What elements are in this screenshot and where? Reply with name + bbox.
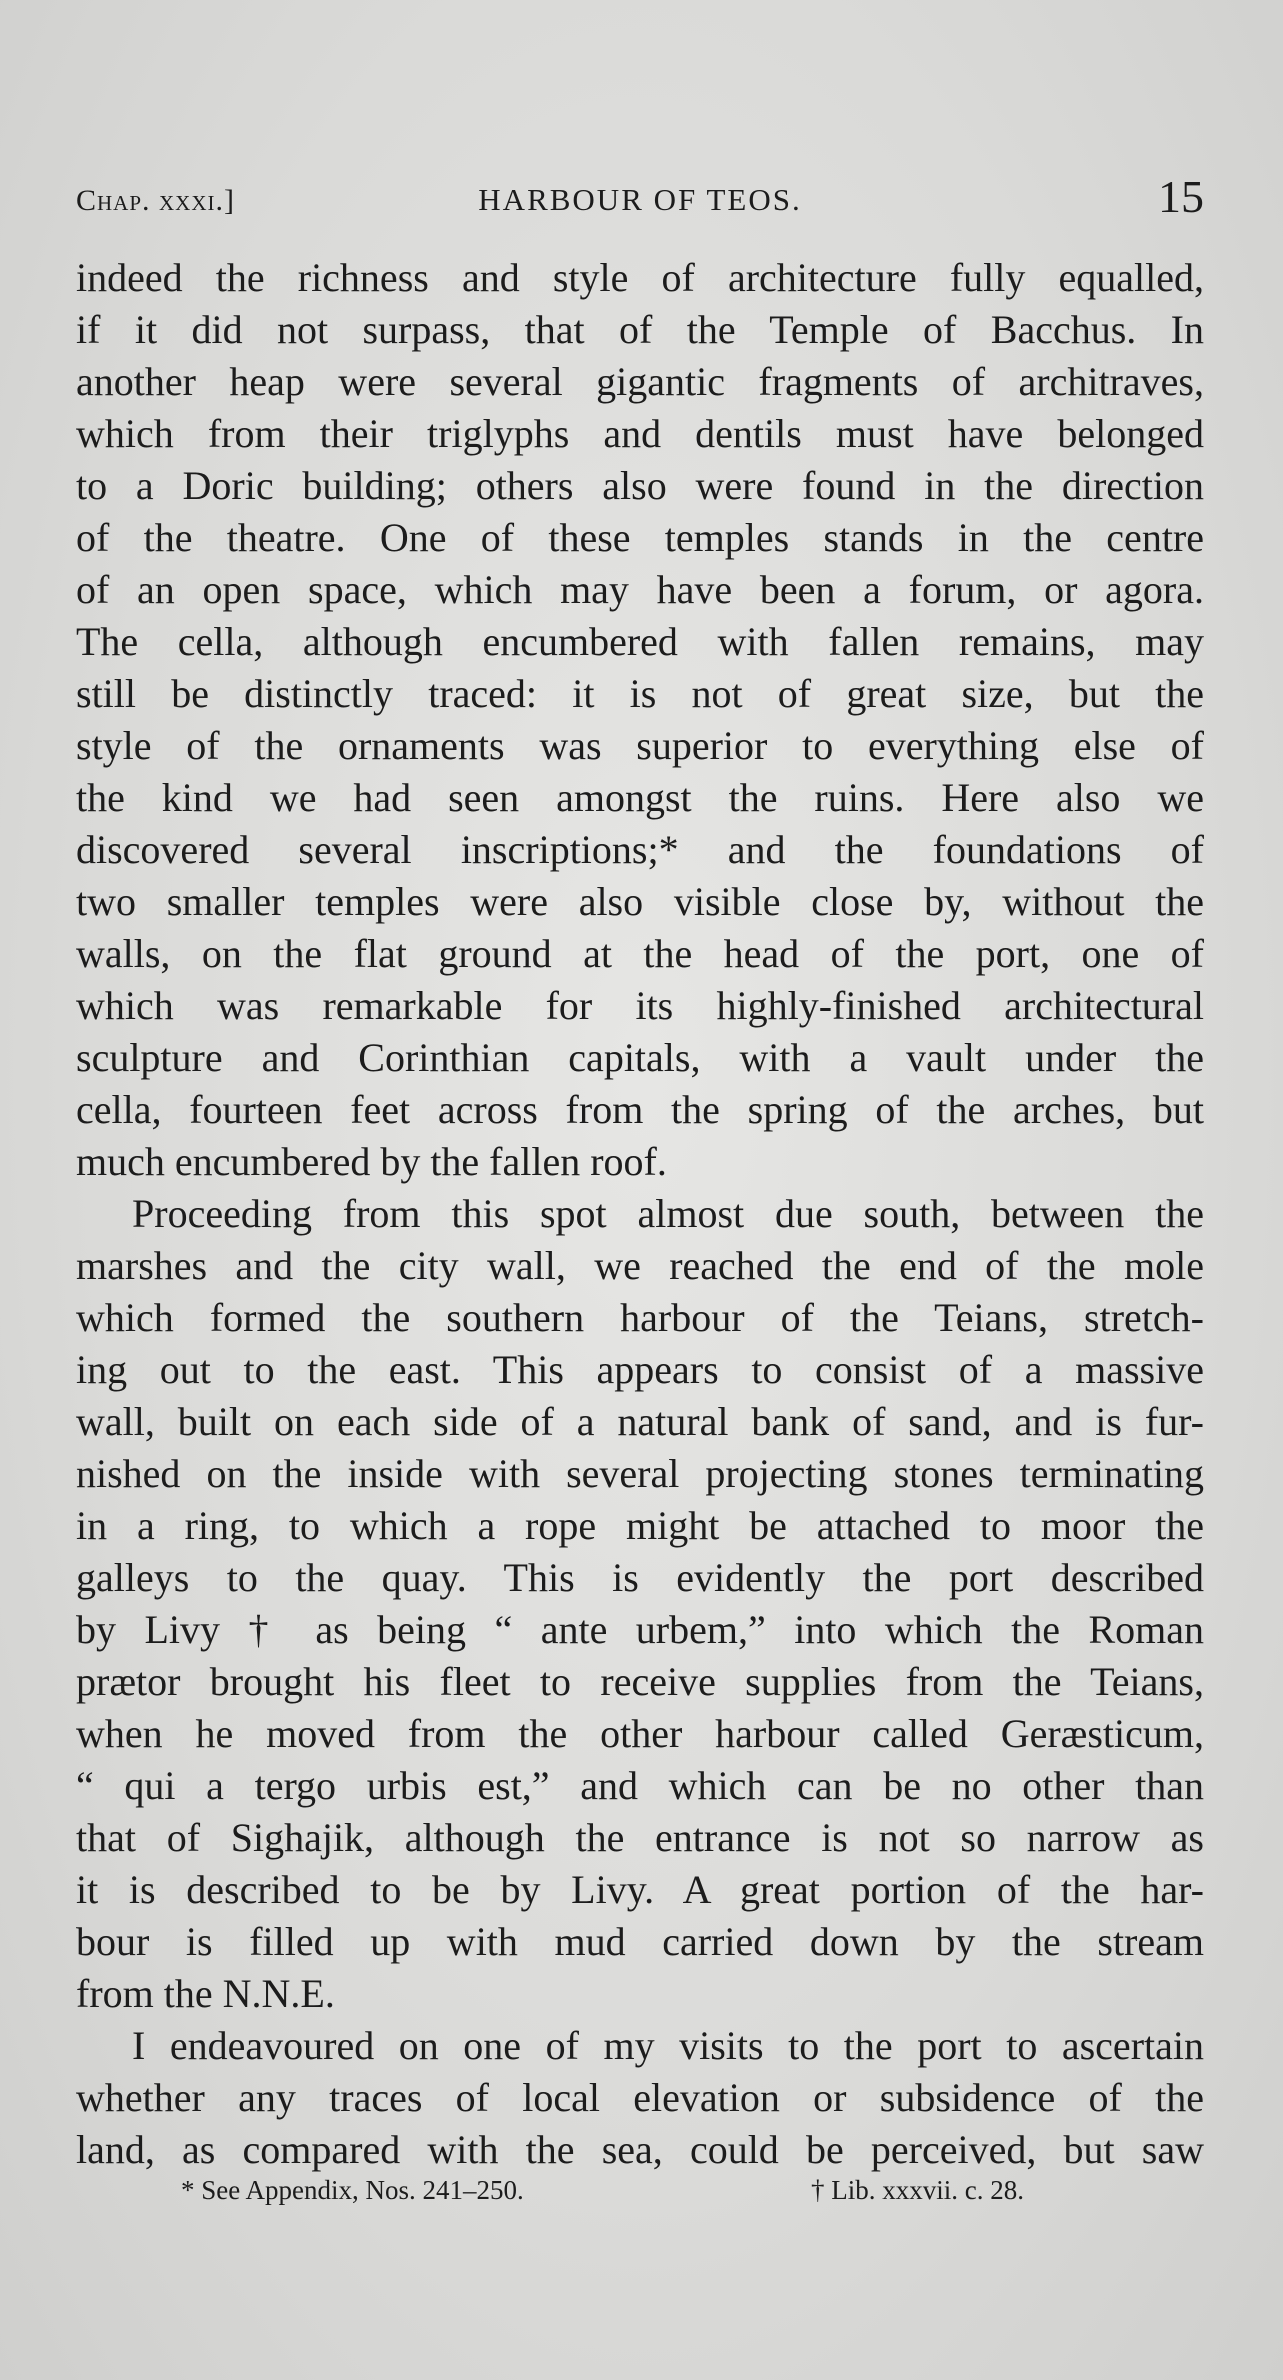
text-line: ing out to the east. This appears to consist of a massive: [76, 1347, 1204, 1392]
text-line: in a ring, to which a rope might be attached to moor the: [76, 1503, 1204, 1548]
text-line: if it did not surpass, that of the Temple of Bacchus. In: [76, 307, 1204, 352]
text-line: nished on the inside with several projecting stones terminating: [76, 1451, 1204, 1496]
page-number: 15: [1158, 171, 1204, 222]
footnotes: [76, 2175, 1204, 2215]
paragraph-start-line: Proceeding from this spot almost due south, between the: [132, 1191, 1204, 1236]
text-line: prætor brought his fleet to receive supplies from the Teians,: [76, 1659, 1204, 1704]
text-line: of the theatre. One of these temples stands in the centre: [76, 515, 1204, 560]
text-line: walls, on the flat ground at the head of the port, one of: [76, 931, 1204, 976]
text-line: sculpture and Corinthian capitals, with a vault under the: [76, 1035, 1204, 1080]
text-line: marshes and the city wall, we reached the end of the mole: [76, 1243, 1204, 1288]
body-text: [76, 252, 1204, 2176]
text-line: two smaller temples were also visible close by, without the: [76, 879, 1204, 924]
text-line: that of Sighajik, although the entrance is not so narrow as: [76, 1815, 1204, 1860]
text-line: The cella, although encumbered with fallen remains, may: [76, 619, 1204, 664]
text-line: whether any traces of local elevation or subsidence of the: [76, 2075, 1204, 2120]
text-line: of an open space, which may have been a forum, or agora.: [76, 567, 1204, 612]
footnote-livy: † Lib. xxxvii. c. 28.: [811, 2175, 1024, 2205]
paragraph-end-line: much encumbered by the fallen roof.: [76, 1139, 667, 1184]
text-line: to a Doric building; others also were found in the direction: [76, 463, 1204, 508]
text-line: discovered several inscriptions;* and the foundations of: [76, 827, 1204, 872]
text-line: indeed the richness and style of architecture fully equalled,: [76, 255, 1204, 300]
chapter-label: Chap. xxxi.]: [76, 184, 235, 217]
text-line: still be distinctly traced: it is not of great size, but the: [76, 671, 1204, 716]
text-line: cella, fourteen feet across from the spring of the arches, but: [76, 1087, 1204, 1132]
paragraph-end-line: from the N.N.E.: [76, 1971, 335, 2016]
text-line: style of the ornaments was superior to everything else of: [76, 723, 1204, 768]
text-line: it is described to be by Livy. A great portion of the har-: [76, 1867, 1204, 1912]
text-line: which was remarkable for its highly-finished architectural: [76, 983, 1204, 1028]
text-line: wall, built on each side of a natural bank of sand, and is fur-: [76, 1399, 1204, 1444]
paragraph-start-line: I endeavoured on one of my visits to the port to ascertain: [132, 2023, 1204, 2068]
text-line: by Livy † as being “ ante urbem,” into which the Roman: [76, 1607, 1204, 1652]
text-line: which formed the southern harbour of the Teians, stretch-: [76, 1295, 1204, 1340]
text-line: the kind we had seen amongst the ruins. Here also we: [76, 775, 1204, 820]
page-header: [76, 170, 1204, 222]
footnote-appendix: * See Appendix, Nos. 241–250.: [181, 2175, 524, 2205]
text-line: another heap were several gigantic fragments of architraves,: [76, 359, 1204, 404]
text-line: which from their triglyphs and dentils must have belonged: [76, 411, 1204, 456]
text-line: land, as compared with the sea, could be perceived, but saw: [76, 2127, 1204, 2172]
text-line: galleys to the quay. This is evidently the port described: [76, 1555, 1204, 1600]
text-line: bour is filled up with mud carried down by the stream: [76, 1919, 1204, 1964]
text-line: “ qui a tergo urbis est,” and which can be no other than: [76, 1763, 1204, 1808]
text-line: when he moved from the other harbour called Geræsticum,: [76, 1711, 1204, 1756]
running-title: HARBOUR OF TEOS.: [478, 182, 802, 217]
